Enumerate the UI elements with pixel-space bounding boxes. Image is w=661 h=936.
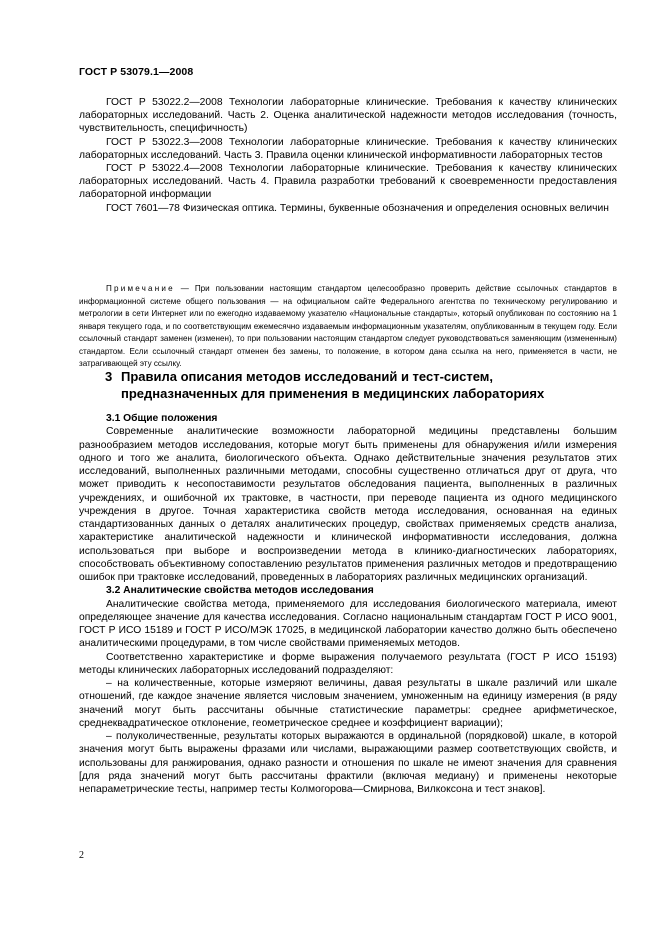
normative-references-list: [79, 96, 617, 215]
note-text: — При пользовании настоящим стандартом целесообразно проверить действие ссылочных стандартов в информационной системе общего пользования — на официальном сайте Федерального агентства по техническому регулированию и метрологии в сети Интернет или по ежегодно издаваемому указателю «Национальные стандарты», который опубликован по состоянию на 1 января текущего года, и по соответствующим ежемесячно издаваемым информационным указателям, опубликованным в текущем году. Если ссылочный стандарт заменен (изменен), то при пользовании настоящим стандартом следует руководствоваться заменяющим (измененным) стандартом. Если ссылочный стандарт отменен без замены, то положение, в котором дана ссылка на него, применяется в части, не затрагивающей эту ссылку.: [79, 284, 617, 368]
note-label: Примечание: [106, 284, 175, 293]
reference-item: ГОСТ Р 53022.3—2008 Технологии лабораторные клинические. Требования к качеству клинических лабораторных исследований. Часть 3. Правила оценки клинической информативности лабораторных тестов: [79, 136, 617, 161]
note-paragraph: [79, 283, 617, 371]
section-title-line-2: предназначенных для применения в медицинских лабораториях: [121, 386, 545, 401]
reference-item: ГОСТ Р 53022.4—2008 Технологии лабораторные клинические. Требования к качеству клинических лабораторных исследований. Часть 4. Правила разработки требований к своевременности предоставления лабораторной информации: [79, 163, 617, 201]
page-number: 2: [79, 850, 84, 861]
reference-item: ГОСТ Р 53022.2—2008 Технологии лабораторные клинические. Требования к качеству клинических лабораторных исследований. Часть 2. Оценка аналитической надежности методов исследования (точность, чувствительность, специфичность): [79, 97, 617, 135]
body-paragraph: Соответственно характеристике и форме выражения получаемого результата (ГОСТ Р ИСО 15193) методы клинических лабораторных исследований подразделяют:: [79, 651, 617, 676]
subsection-heading-analytical-properties: 3.2 Аналитические свойства методов исследования: [106, 585, 374, 597]
section-body: [79, 412, 617, 796]
body-paragraph: Аналитические свойства метода, применяемого для исследования биологического материала, имеют определяющее значение для качества исследования. Согласно национальным стандартам ГОСТ Р ИСО 9001, ГОСТ Р ИСО 15189 и ГОСТ Р ИСО/МЭК 17025, в медицинской лаборатории качество должно быть обеспечено аналитическими процедурами, в том числе свойствами применяемых методов.: [79, 598, 617, 650]
body-paragraph: Современные аналитические возможности лабораторной медицины представлены большим разнообразием методов исследования, которые могут быть применены для обнаружения и/или измерения одного и того же аналита, биологического объекта. Однако действительные значения результатов этих исследований, выполненных различными методами, способны существенно отличаться друг от друга, что может приводить к несопоставимости результатов обследования пациента, выполненных в различных учреждениях, и ошибочной их трактовке, в частности, при переводе пациента из одного медицинского учреждения в другое. Точная характеристика свойств метода исследования, основанная на единых стандартизованных данных о деталях аналитических процедур, свойствах применяемых средств анализа, характеристике аналитической надежности и клинической информативности исследования, должна использоваться при выборе и воспроизведении метода в клинико-диагностических лабораториях, способствовать объективному сопоставлению результатов применения различных методов и предотвращению ошибок при трактовке исследований, проведенных в лабораториях различных медицинских организаций.: [79, 426, 617, 583]
section-heading: [105, 368, 615, 402]
list-item: – на количественные, которые измеряют величины, давая результаты в шкале различий или шкале отношений, где каждое значение является числовым значением, умноженным на единицу измерения (в ряду значений могут быть рассчитаны обычные статистические параметры: среднее арифметическое, среднеквадратическое отклонение, геометрическое среднее и коэффициент вариации);: [79, 678, 617, 729]
reference-item: ГОСТ 7601—78 Физическая оптика. Термины, буквенные обозначения и определения основных величин: [106, 202, 609, 214]
section-number: 3: [105, 369, 113, 384]
note-block: [79, 283, 617, 371]
subsection-heading-general: 3.1 Общие положения: [106, 413, 218, 424]
page-header-standard-id: ГОСТ Р 53079.1—2008: [79, 66, 194, 78]
list-item: – полуколичественные, результаты которых выражаются в ординальной (порядковой) шкале, в которой значения могут быть выражены фразами или числами, выражающими размер соответствующих свойств, и использованы для ранжирования, однако разности и отношения по шкале не имеют значения для сравнения [для ряда значений могут быть рассчитаны фрактили (включая медиану) и применены некоторые непараметрические тесты, например тесты Колмогорова—Смирнова, Вилкоксона и тест знаков].: [79, 731, 617, 795]
section-title-line-1: Правила описания методов исследований и тест-систем,: [121, 369, 493, 384]
